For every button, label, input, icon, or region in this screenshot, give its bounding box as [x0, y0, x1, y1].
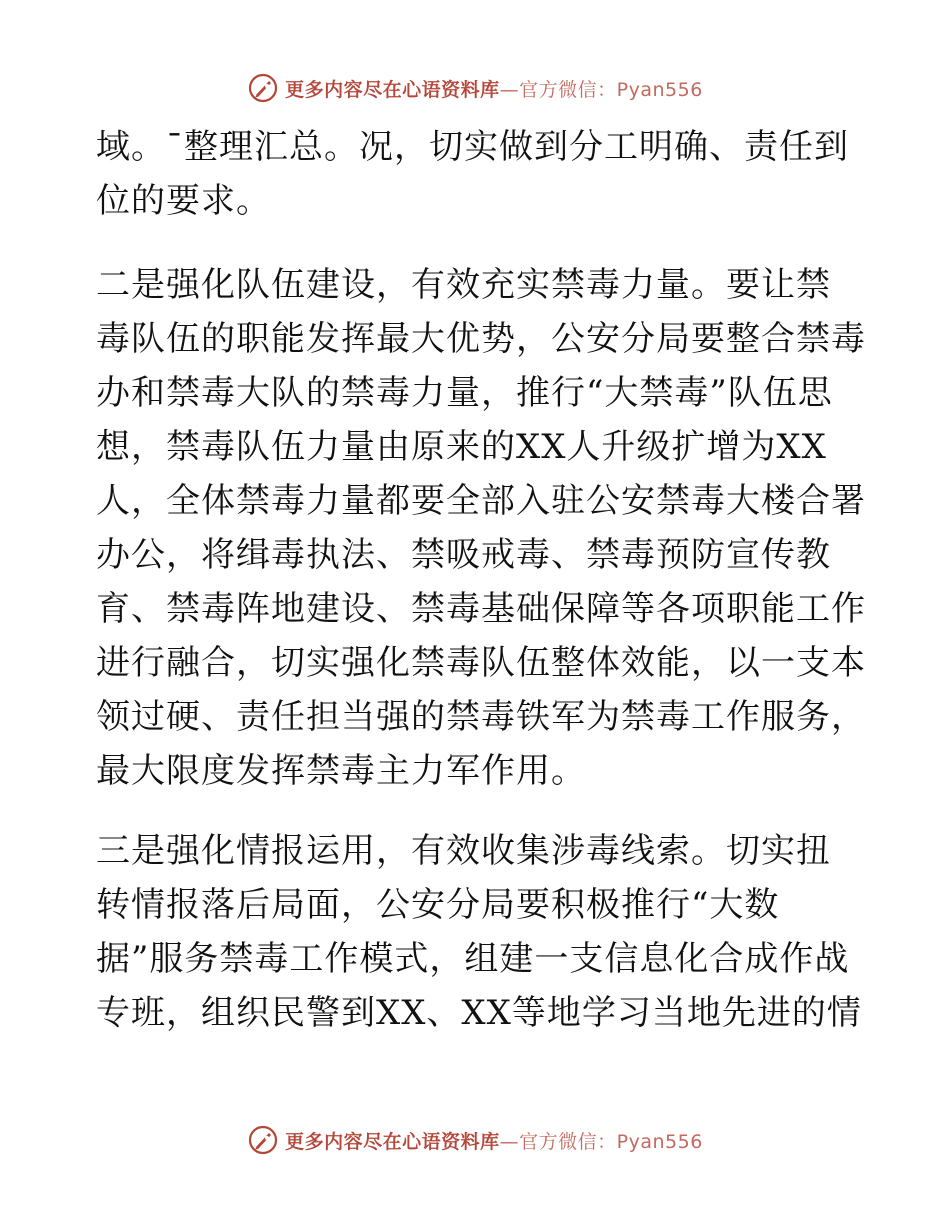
- text-line: 领过硬、责任担当强的禁毒铁军为禁毒工作服务，: [96, 697, 866, 737]
- quill-pen-circle-icon: [247, 1124, 279, 1156]
- watermark-text: 更多内容尽在心语资料库—官方微信：Pyan556: [285, 1130, 703, 1153]
- header-watermark: [0, 72, 950, 104]
- text-line: 进行融合，切实强化禁毒队伍整体效能，以一支本: [96, 643, 866, 683]
- text-line: 毒队伍的职能发挥最大优势，公安分局要整合禁毒: [96, 319, 866, 359]
- text-line: 域。¯整理汇总。况，切实做到分工明确、责任到: [96, 127, 849, 167]
- text-line: 育、禁毒阵地建设、禁毒基础保障等各项职能工作: [96, 589, 866, 629]
- text-line: 三是强化情报运用，有效收集涉毒线索。切实扭: [96, 831, 831, 871]
- text-line: 位的要求。: [96, 181, 271, 221]
- text-line: 最大限度发挥禁毒主力军作用。: [96, 751, 586, 791]
- text-line: 人，全体禁毒力量都要全部入驻公安禁毒大楼合署: [96, 481, 866, 521]
- paragraph-3: [96, 824, 862, 1040]
- text-line: 办和禁毒大队的禁毒力量，推行“大禁毒”队伍思: [96, 373, 833, 413]
- watermark-text: 更多内容尽在心语资料库—官方微信：Pyan556: [285, 78, 703, 101]
- text-line: 办公，将缉毒执法、禁吸戒毒、禁毒预防宣传教: [96, 535, 831, 575]
- paragraph-1: [96, 120, 856, 228]
- text-line: 二是强化队伍建设，有效充实禁毒力量。要让禁: [96, 265, 831, 305]
- footer-watermark: [0, 1124, 950, 1156]
- document-body: [96, 120, 866, 1040]
- text-line: 转情报落后局面，公安分局要积极推行“大数: [96, 885, 780, 925]
- text-line: 专班，组织民警到XX、XX等地学习当地先进的情: [96, 993, 862, 1033]
- text-line: 想，禁毒队伍力量由原来的XX人升级扩增为XX: [96, 427, 827, 467]
- quill-pen-circle-icon: [247, 72, 279, 104]
- paragraph-2: [96, 258, 866, 798]
- text-line: 据”服务禁毒工作模式，组建一支信息化合成作战: [96, 939, 850, 979]
